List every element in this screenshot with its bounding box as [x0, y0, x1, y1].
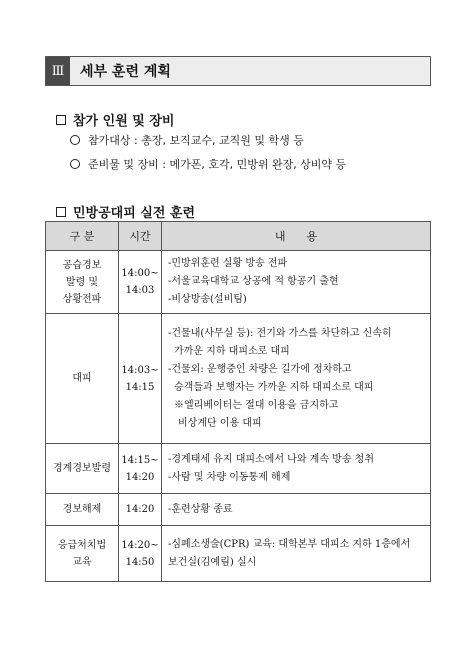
cell-text: 14:50	[125, 556, 155, 568]
cell-text: 경계경보발령	[53, 463, 111, 474]
subsection-title: 민방공대피 실전 훈련	[73, 206, 196, 221]
cell-text: -경계태세 유지 대피소에서 나와 계속 방송 청취	[168, 453, 374, 465]
cell-category	[46, 444, 119, 494]
cell-text: -비상방송(설비팀)	[168, 294, 247, 305]
cell-text: -건물외: 운행중인 차량은 길가에 정차하고	[168, 363, 352, 375]
table-header-row	[46, 222, 431, 251]
cell-text: 14:20	[125, 504, 155, 515]
cell-text: 발령 및	[65, 276, 99, 288]
cell-text: 공습경보	[62, 259, 102, 271]
cell-category	[46, 526, 119, 582]
cell-category	[46, 494, 119, 526]
cell-text: -훈련상황 종료	[168, 503, 233, 515]
square-bullet-icon	[56, 207, 66, 217]
bullet-item	[70, 156, 346, 172]
section-header	[45, 56, 431, 86]
table-row	[46, 526, 431, 582]
circle-bullet-icon	[70, 135, 80, 145]
header-time: 시간	[119, 222, 162, 251]
cell-category	[46, 251, 119, 314]
cell-text: 비상계단 이용 대피	[178, 417, 262, 429]
section-title: 세부 훈련 계획	[70, 57, 430, 85]
bullet-text: 참가대상 : 총장, 보직교수, 교직원 및 학생 등	[88, 134, 304, 147]
cell-text: 14:20~	[121, 539, 159, 551]
cell-text: 14:15~	[121, 454, 159, 466]
section-number: Ⅲ	[46, 57, 70, 85]
header-content: 내 용	[162, 222, 431, 251]
cell-text: 보건실(김예림) 실시	[168, 556, 257, 568]
cell-text: 응급처치법	[57, 539, 107, 551]
cell-text: ※엘리베이터는 절대 이용을 금지하고	[174, 399, 339, 411]
cell-text: 교육	[72, 556, 92, 568]
subsection-drill	[56, 202, 195, 221]
table-row	[46, 444, 431, 494]
header-category: 구 분	[46, 222, 119, 251]
cell-time	[119, 526, 162, 582]
cell-text: 14:20	[125, 471, 155, 483]
cell-text: 14:03	[125, 285, 155, 296]
cell-content	[162, 526, 431, 582]
table-row	[46, 251, 431, 314]
cell-text: -민방위훈련 실황 방송 전파	[168, 258, 288, 269]
cell-content	[162, 444, 431, 494]
cell-text: -건물내(사무실 등): 전기와 가스를 차단하고 신속히	[168, 327, 392, 339]
cell-text: -사람 및 차량 이동통제 해제	[168, 471, 291, 483]
cell-time	[119, 494, 162, 526]
cell-content	[162, 314, 431, 444]
bullet-item	[70, 132, 304, 148]
cell-text: 승객들과 보행자는 가까운 지하 대피소로 대피	[174, 381, 374, 393]
circle-bullet-icon	[70, 159, 80, 169]
cell-text: 14:03~	[121, 364, 159, 376]
cell-time	[119, 314, 162, 444]
cell-text: -서울교육대학교 상공에 적 항공기 출현	[168, 276, 339, 287]
cell-text: 가까운 지하 대피소로 대피	[174, 345, 290, 357]
square-bullet-icon	[56, 115, 66, 125]
cell-category	[46, 314, 119, 444]
cell-time	[119, 444, 162, 494]
bullet-text: 준비물 및 장비 : 메가폰, 호각, 민방위 완장, 상비약 등	[88, 158, 347, 171]
cell-content	[162, 251, 431, 314]
cell-text: -심폐소생술(CPR) 교육: 대학본부 대피소 지하 1층에서	[168, 538, 411, 550]
subsection-participants	[56, 110, 174, 129]
drill-plan-table	[45, 221, 431, 582]
cell-text: 경보해제	[62, 504, 102, 515]
cell-content	[162, 494, 431, 526]
cell-text: 상황전파	[62, 293, 102, 305]
subsection-title: 참가 인원 및 장비	[73, 114, 175, 129]
table-row	[46, 494, 431, 526]
cell-text: 14:00~	[121, 268, 159, 279]
cell-text: 14:15	[125, 381, 155, 393]
cell-text: 대피	[72, 373, 92, 384]
table-row	[46, 314, 431, 444]
cell-time	[119, 251, 162, 314]
